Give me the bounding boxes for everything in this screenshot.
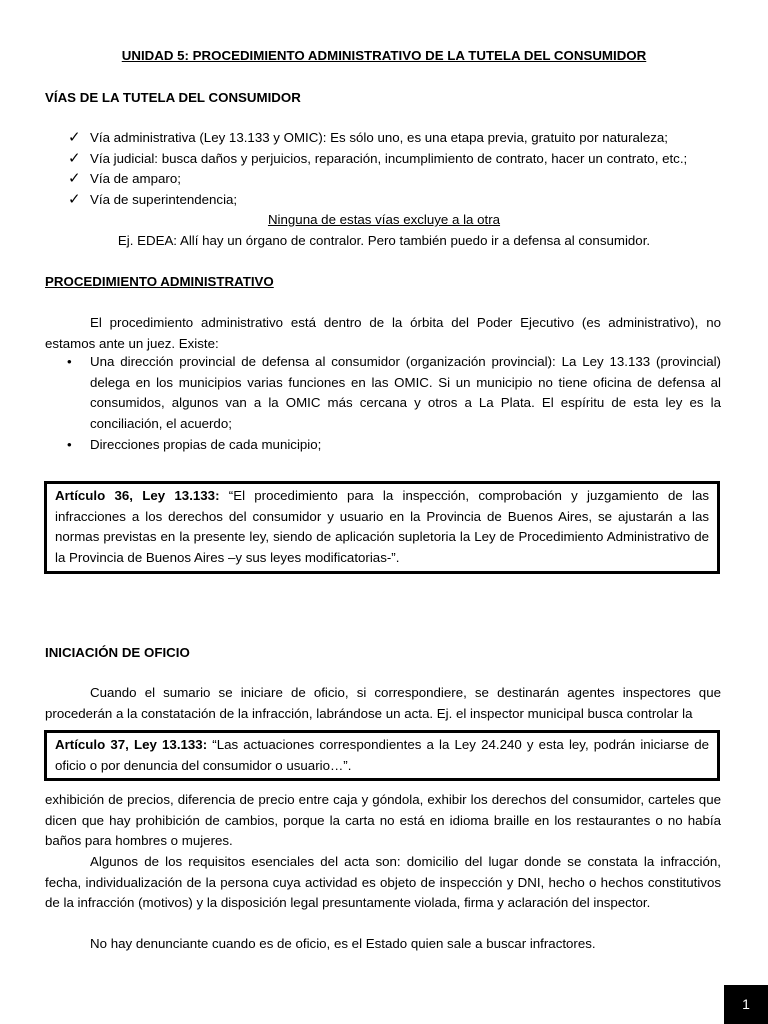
section-heading-procedimiento: PROCEDIMIENTO ADMINISTRATIVO xyxy=(45,274,274,289)
checkmark-icon: ✓ xyxy=(68,129,81,146)
list-item xyxy=(68,190,728,211)
section-heading-vias: VÍAS DE LA TUTELA DEL CONSUMIDOR xyxy=(45,90,301,105)
note-line xyxy=(0,210,768,231)
list-item-text: Una dirección provincial de defensa al consumidor (organización provincial): La Ley 13.133 (provincial) delega en los municipios varias funciones en las OMIC. Si un municipio no tiene oficina de defensa al consumidos, algunos van a la OMIC más cercana y otros a La Plata. El espíritu de esta ley es la conciliación, el acuerdo; xyxy=(90,354,721,432)
checkmark-icon: ✓ xyxy=(68,170,81,188)
iniciacion-paragraph-3: Algunos de los requisitos esenciales del acta son: domicilio del lugar donde se constata la infracción, fecha, individualización de la persona cuya actividad es objeto de inspección y DNI, hecho o hechos constitutivos de la infracción (motivos) y la disposición legal presuntamente violada, firma y aclaración del inspector. xyxy=(45,854,721,911)
article-36-box xyxy=(44,481,720,574)
intro-paragraph: El procedimiento administrativo está dentro de la órbita del Poder Ejecutivo (es administrativo), no estamos ante un juez. Existe: xyxy=(45,315,721,351)
example-line: Ej. EDEA: Allí hay un órgano de contralor. Pero también puedo ir a defensa al consumidor. xyxy=(117,233,651,248)
bullet-icon: • xyxy=(67,354,72,369)
organismos-list xyxy=(45,352,721,456)
page-title: UNIDAD 5: PROCEDIMIENTO ADMINISTRATIVO DE LA TUTELA DEL CONSUMIDOR xyxy=(121,48,647,63)
checkmark-icon: ✓ xyxy=(68,191,81,209)
article-label: Artículo 36, Ley 13.133: xyxy=(55,488,220,503)
section-heading-iniciacion: INICIACIÓN DE OFICIO xyxy=(45,645,190,660)
list-item xyxy=(45,435,721,456)
iniciacion-paragraph-4: No hay denunciante cuando es de oficio, es el Estado quien sale a buscar infractores. xyxy=(90,936,596,951)
article-37-box xyxy=(44,730,720,781)
list-item-text: Direcciones propias de cada municipio; xyxy=(90,436,322,452)
list-item xyxy=(45,352,721,435)
bullet-icon: • xyxy=(67,436,72,452)
list-item-text: Vía de superintendencia; xyxy=(90,192,238,208)
list-item-text: Vía judicial: busca daños y perjuicios, reparación, incumplimiento de contrato, hacer un contrato, etc.; xyxy=(90,150,688,166)
article-label: Artículo 37, Ley 13.133: xyxy=(55,737,208,752)
list-item-text: Vía de amparo; xyxy=(90,171,181,187)
list-item xyxy=(68,149,728,170)
list-item xyxy=(68,128,728,149)
article-text: “Las actuaciones correspondientes a la Ley 24.240 y esta ley, podrán iniciarse de oficio o por denuncia del consumidor o usuario…”. xyxy=(55,737,710,773)
vias-list xyxy=(68,128,728,211)
list-item xyxy=(68,169,728,190)
iniciacion-paragraph-1: Cuando el sumario se iniciare de oficio, si correspondiere, se destinarán agentes inspectores que procederán a la constatación de la infracción, labrándose un acta. Ej. el inspector municipal busca controlar la xyxy=(45,685,721,721)
article-text: “El procedimiento para la inspección, comprobación y juzgamiento de las infracciones a los derechos del consumidor y usuario en la Provincia de Buenos Aires, se ajustarán a las normas previstas en la presente ley, siendo de aplicación supletoria la Ley de Procedimiento Administrativo de la Provincia de Buenos Aires –y sus leyes modificatorias-”. xyxy=(55,488,710,566)
page-number: 1 xyxy=(724,985,768,1024)
list-item-text: Vía administrativa (Ley 13.133 y OMIC): Es sólo uno, es una etapa previa, gratuito por naturaleza; xyxy=(90,130,668,145)
note-text: Ninguna de estas vías excluye a la otra xyxy=(267,212,501,227)
iniciacion-paragraph-2: exhibición de precios, diferencia de precio entre caja y góndola, exhibir los derechos del consumidor, carteles que dicen que hay prohibición de cambios, porque la carta no está en idioma braille en los restaurantes o no había baños para hombres o mujeres. xyxy=(45,792,721,849)
checkmark-icon: ✓ xyxy=(68,149,81,167)
